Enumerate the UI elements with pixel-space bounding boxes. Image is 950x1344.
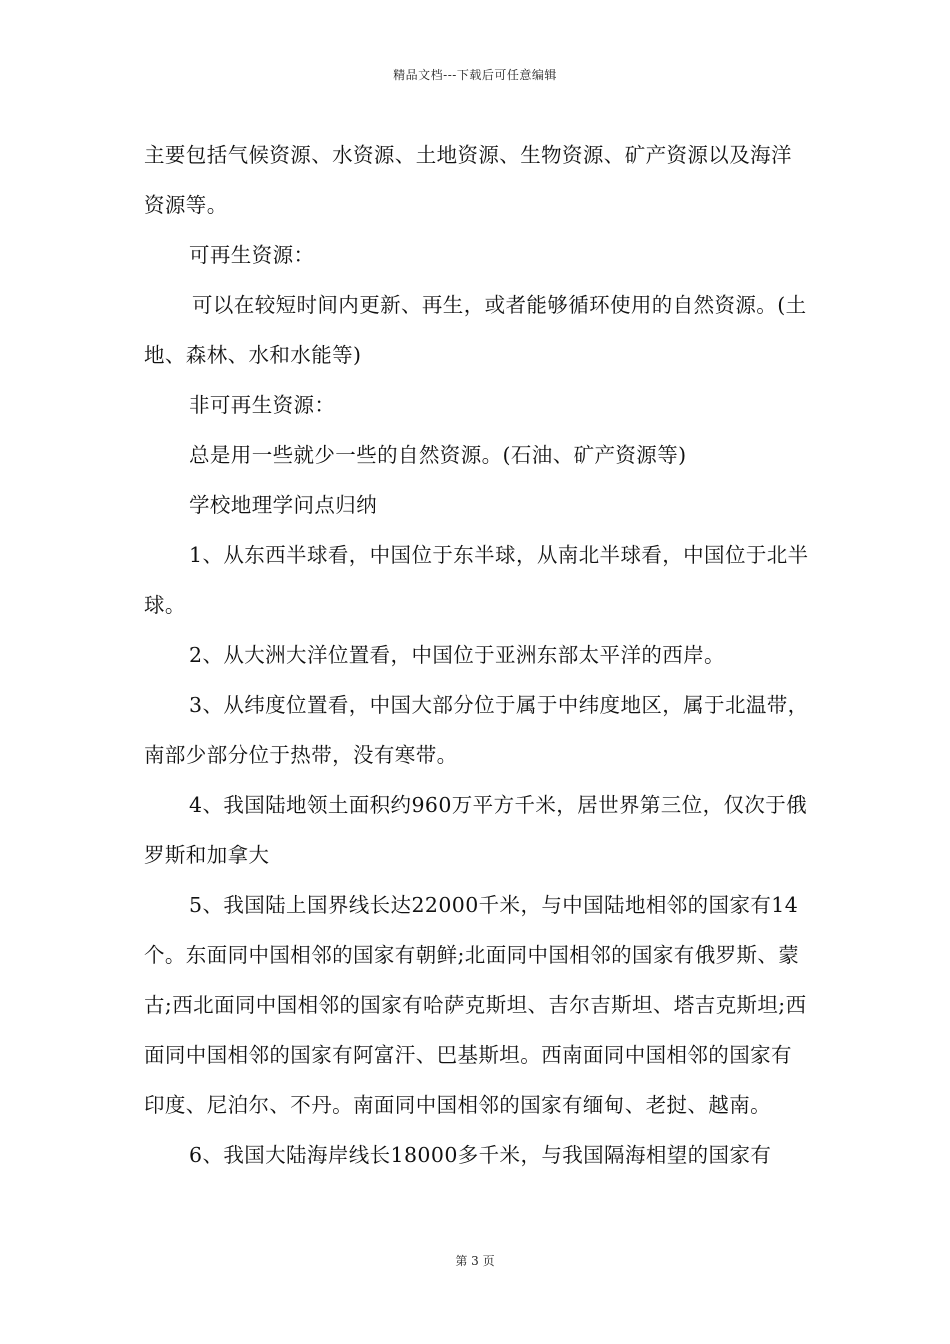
list-item-2: 2、从大洲大洋位置看，中国位于亚洲东部太平洋的西岸。	[189, 643, 725, 667]
page-number: 第 3 页	[455, 1254, 495, 1268]
page-header: 精品文档---下载后可任意编辑	[393, 68, 557, 82]
paragraph-resources-list: 主要包括气候资源、水资源、土地资源、生物资源、矿产资源以及海洋资源等。	[144, 143, 792, 217]
heading-renewable-resources: 可再生资源：	[189, 243, 315, 267]
heading-nonrenewable-resources: 非可再生资源：	[189, 393, 336, 417]
list-item-4: 4、我国陆地领土面积约960万平方千米，居世界第三位，仅次于俄罗斯和加拿大	[144, 793, 808, 867]
list-item-3: 3、从纬度位置看，中国大部分位于属于中纬度地区，属于北温带，南部少部分位于热带，没有寒带。	[144, 693, 809, 767]
list-item-1: 1、从东西半球看，中国位于东半球，从南北半球看，中国位于北半球。	[144, 543, 809, 617]
list-item-6: 6、我国大陆海岸线长18000多千米，与我国隔海相望的国家有	[189, 1143, 772, 1167]
list-item-5: 5、我国陆上国界线长达22000千米，与中国陆地相邻的国家有14个。东面同中国相邻的国家有朝鲜;北面同中国相邻的国家有俄罗斯、蒙古;西北面同中国相邻的国家有哈萨克斯坦、吉尔吉斯坦、塔吉克斯坦;西面同中国相邻的国家有阿富汗、巴基斯坦。西南面同中国相邻的国家有印度、尼泊尔、不丹。南面同中国相邻的国家有缅甸、老挝、越南。	[144, 893, 807, 1117]
paragraph-nonrenewable-definition: 总是用一些就少一些的自然资源。(石油、矿产资源等)	[189, 443, 687, 467]
section-title-geography-points: 学校地理学问点归纳	[189, 493, 378, 517]
document-body	[144, 130, 809, 1180]
paragraph-renewable-definition: 可以在较短时间内更新、再生，或者能够循环使用的自然资源。(土地、森林、水和水能等)	[144, 293, 807, 367]
